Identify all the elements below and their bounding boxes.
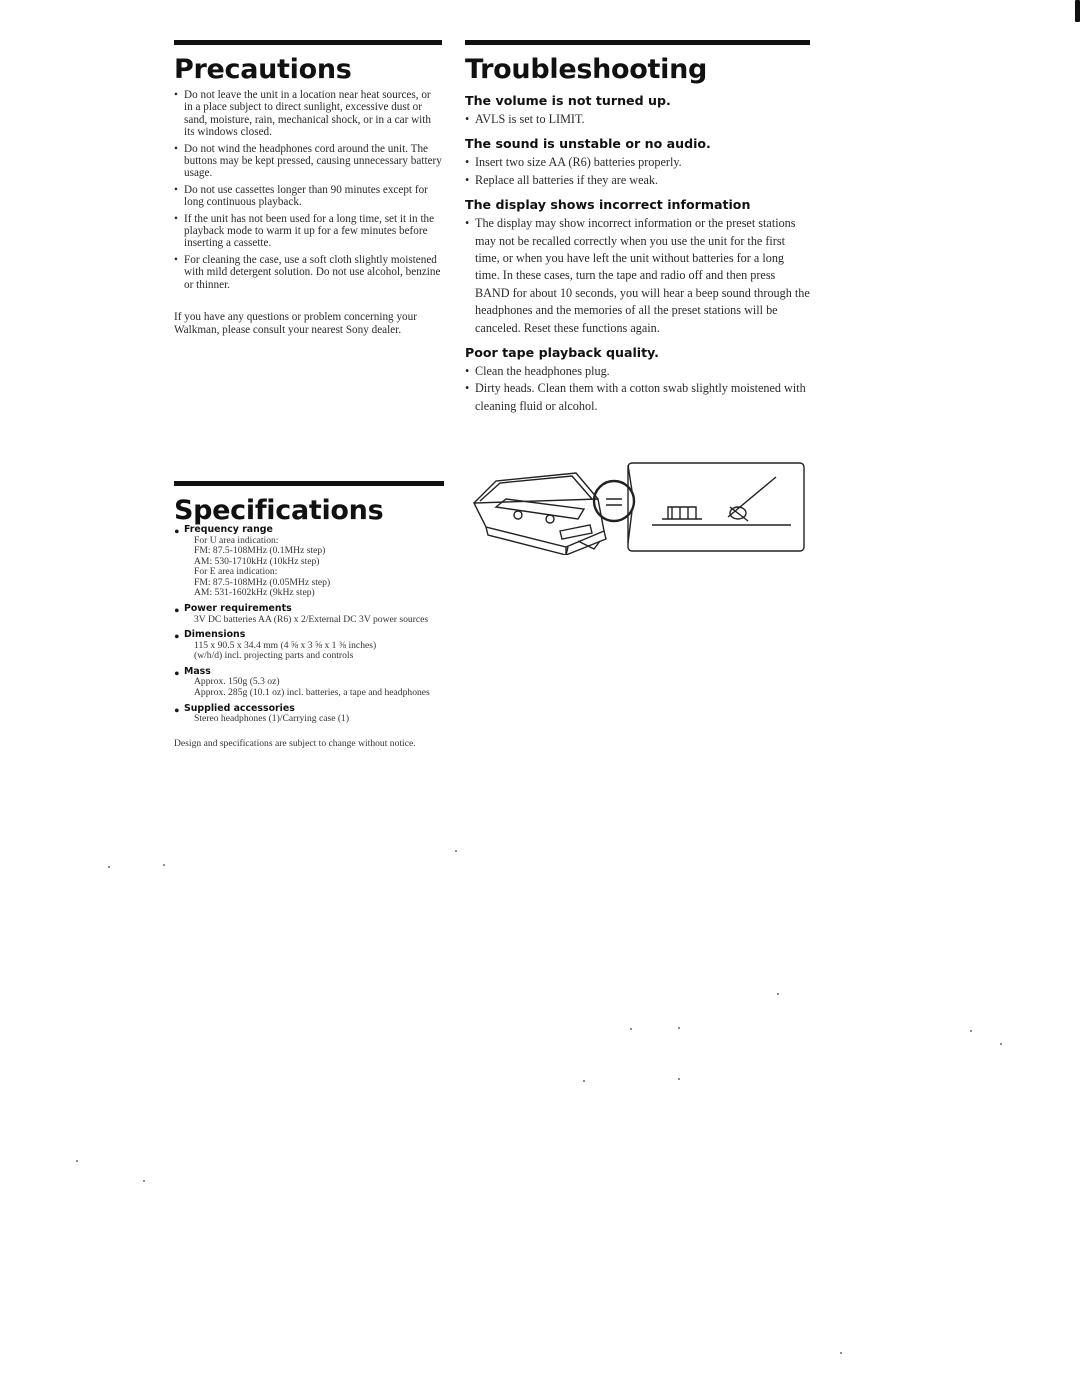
troubleshooting-heading: Poor tape playback quality. <box>465 345 659 361</box>
scan-artifact <box>76 1160 78 1162</box>
troubleshooting-title: Troubleshooting <box>465 54 708 85</box>
list-item: • Replace all batteries if they are weak. <box>465 172 810 189</box>
troubleshooting-list <box>465 215 810 337</box>
precautions-note: If you have any questions or problem concerning your Walkman, please consult your nearest Sony dealer. <box>174 311 417 336</box>
list-item <box>174 666 444 699</box>
list-item: • Do not use cassettes longer than 90 minutes except for long continuous playback. <box>174 184 442 209</box>
scan-artifact <box>630 1028 632 1030</box>
scan-artifact <box>678 1027 680 1029</box>
troubleshooting-section <box>465 40 810 415</box>
precautions-section <box>174 40 442 347</box>
scan-artifact <box>583 1080 585 1082</box>
list-item: • AVLS is set to LIMIT. <box>465 111 810 128</box>
scan-artifact <box>777 993 779 995</box>
list-item: • For cleaning the case, use a soft cloth slightly moistened with mild detergent solution. Do not use alcohol, benzine or thinner. <box>174 254 442 291</box>
spec-label: • Frequency range <box>184 524 273 535</box>
list-item <box>174 524 444 599</box>
section-rule <box>465 40 810 45</box>
list-item: • Clean the headphones plug. <box>465 363 810 380</box>
list-item <box>174 603 444 625</box>
list-item: • Dirty heads. Clean them with a cotton swab slightly moistened with cleaning fluid or alcohol. <box>465 380 810 415</box>
spec-line: AM: 530-1710kHz (10kHz step) <box>194 555 320 567</box>
spec-label: • Supplied accessories <box>184 702 295 714</box>
scan-artifact <box>1075 0 1080 22</box>
head-cleaning-illustration <box>466 455 806 555</box>
spec-line: FM: 87.5-108MHz (0.1MHz step) <box>194 545 326 557</box>
specifications-list <box>174 524 444 725</box>
troubleshooting-heading: The volume is not turned up. <box>465 93 671 108</box>
specifications-note: Design and specifications are subject to change without notice. <box>174 737 416 749</box>
spec-line: (w/h/d) incl. projecting parts and controls <box>194 650 354 662</box>
spec-line: AM: 531-1602kHz (9kHz step) <box>194 587 315 599</box>
specifications-title: Specifications <box>174 495 384 526</box>
spec-line: Approx. 285g (10.1 oz) incl. batteries, a tape and headphones <box>194 686 430 698</box>
troubleshooting-list <box>465 154 810 189</box>
spec-label: • Mass <box>184 665 211 677</box>
spec-line: 115 x 90.5 x 34.4 mm (4 ⅝ x 3 ⅝ x 1 ⅜ inches) <box>194 639 377 651</box>
troubleshooting-heading: The display shows incorrect information <box>465 197 751 213</box>
spec-line: For E area indication: <box>194 566 278 578</box>
troubleshooting-list <box>465 111 810 128</box>
scan-artifact <box>1000 1043 1002 1045</box>
list-item: • The display may show incorrect information or the preset stations may not be recalled correctly when you use the unit for the first time, or when you have left the unit without batteries for a long time. In these cases, turn the tape and radio off and then press BAND for about 10 seconds, you will hear a beep sound through the headphones and the memories of all the preset stations will be canceled. Reset these functions again. <box>465 215 810 337</box>
cassette-player-drawing <box>466 455 806 555</box>
scan-artifact <box>970 1030 972 1032</box>
spec-line: FM: 87.5-108MHz (0.05MHz step) <box>194 576 331 588</box>
scan-artifact <box>455 850 457 852</box>
spec-label: • Dimensions <box>184 629 246 641</box>
precautions-list <box>174 89 442 291</box>
list-item: • Insert two size AA (R6) batteries properly. <box>465 154 810 171</box>
spec-line: Approx. 150g (5.3 oz) <box>194 676 280 688</box>
list-item <box>174 629 444 662</box>
spec-line: 3V DC batteries AA (R6) x 2/External DC 3V power sources <box>194 613 429 625</box>
spec-label: • Power requirements <box>184 603 292 615</box>
spec-line: Stereo headphones (1)/Carrying case (1) <box>194 713 350 725</box>
precautions-title: Precautions <box>174 54 352 85</box>
scan-artifact <box>108 866 110 868</box>
scan-artifact <box>840 1352 842 1354</box>
list-item <box>174 703 444 725</box>
spec-line: For U area indication: <box>194 534 279 546</box>
section-rule <box>174 40 442 45</box>
scan-artifact <box>143 1180 145 1182</box>
scan-artifact <box>678 1078 680 1080</box>
scan-artifact <box>163 864 165 866</box>
troubleshooting-heading: The sound is unstable or no audio. <box>465 136 711 152</box>
troubleshooting-list <box>465 363 810 415</box>
list-item: • Do not leave the unit in a location near heat sources, or in a place subject to direct sunlight, excessive dust or sand, moisture, rain, mechanical shock, or in a car with its windows closed. <box>174 89 442 139</box>
list-item: • If the unit has not been used for a long time, set it in the playback mode to warm it up for a few minutes before inserting a cassette. <box>174 213 442 250</box>
section-rule <box>174 481 444 486</box>
specifications-section <box>174 481 444 758</box>
list-item: • Do not wind the headphones cord around the unit. The buttons may be kept pressed, causing unnecessary battery usage. <box>174 143 442 180</box>
